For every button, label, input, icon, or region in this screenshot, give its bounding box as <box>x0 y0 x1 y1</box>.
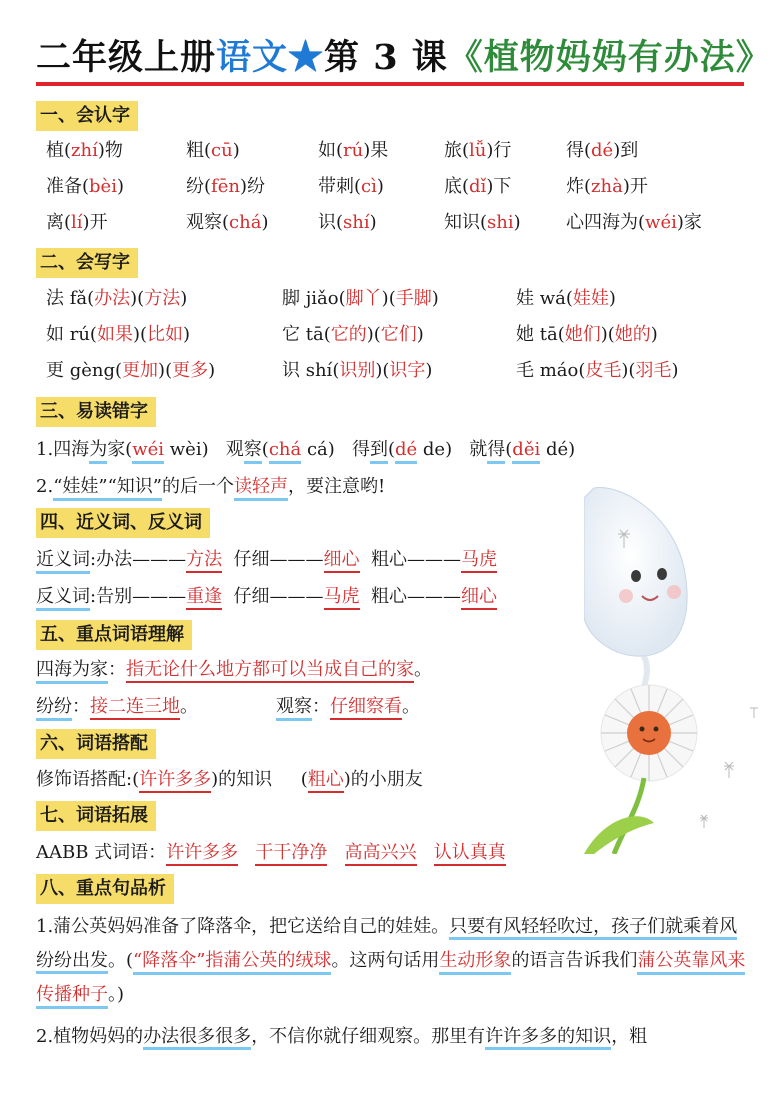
recognize-item: 观察(chá) <box>186 212 269 233</box>
section-heading-synonyms: 四、近义词、反义词 <box>36 508 210 538</box>
term-line-1: 四海为家：指无论什么地方都可以当成自己的家。 <box>36 655 432 685</box>
recognize-item: 带刺(cì) <box>318 176 384 197</box>
recognize-item: 炸(zhà)开 <box>566 176 648 197</box>
antonym-line: 反义词:告别———重逢 仔细———马虎 粗心———细心 <box>36 582 497 612</box>
write-item: 如 rú(如果)(比如) <box>46 324 191 345</box>
recognize-item: 底(dǐ)下 <box>444 176 512 197</box>
term-line-2: 纷纷：接二连三地。 <box>36 692 198 722</box>
recognize-item: 得(dé)到 <box>566 140 639 161</box>
section-heading-misread: 三、易读错字 <box>36 397 156 427</box>
extension-word: 高高兴兴 <box>345 842 417 866</box>
section-heading-collocation: 六、词语搭配 <box>36 729 156 759</box>
section-heading-analysis: 八、重点句品析 <box>36 874 174 904</box>
term-line-3: 观察：仔细察看。 <box>276 692 420 722</box>
write-item: 更 gèng(更加)(更多) <box>46 360 216 381</box>
synonym-line: 近义词:办法———方法 仔细———细心 粗心———马虎 <box>36 545 497 575</box>
recognize-item: 旅(lǚ)行 <box>444 140 512 161</box>
extension-word: 干干净净 <box>255 842 327 866</box>
write-item: 识 shí(识别)(识字) <box>282 360 433 381</box>
analysis-paragraph-2: 2.植物妈妈的办法很多很多，不信你就仔细观察。那里有许许多多的知识，粗 <box>36 1020 748 1054</box>
title-lesson: 第 3 课 <box>324 37 448 78</box>
write-item: 脚 jiǎo(脚丫)(手脚) <box>282 288 439 309</box>
recognize-item: 准备(bèi) <box>46 176 124 197</box>
recognize-item: 心四海为(wéi)家 <box>566 212 702 233</box>
page-title <box>36 30 772 86</box>
write-item: 它 tā(它的)(它们) <box>282 324 424 345</box>
write-item: 她 tā(她们)(她的) <box>516 324 658 345</box>
section-heading-recognize: 一、会认字 <box>36 101 138 131</box>
title-subject: 语文 <box>216 37 289 78</box>
title-divider <box>36 82 744 86</box>
write-item: 毛 máo(皮毛)(羽毛) <box>516 360 679 381</box>
recognize-item: 如(rú)果 <box>318 140 389 161</box>
section-heading-write: 二、会写字 <box>36 248 138 278</box>
analysis-paragraph-1: 1.蒲公英妈妈准备了降落伞，把它送给自己的娃娃。只要有风轻轻吹过，孩子们就乘着风纷纷出发。(“降落伞”指蒲公英的绒球。这两句话用生动形象的语言告诉我们蒲公英靠风来传播种子。) <box>36 910 748 1012</box>
misread-line-2: 2.“娃娃”“知识”的后一个读轻声，要注意哟! <box>36 472 385 502</box>
section-heading-extension: 七、词语拓展 <box>36 801 156 831</box>
write-item: 娃 wá(娃娃) <box>516 288 616 309</box>
dandelion-illustration <box>584 478 780 854</box>
recognize-item: 粗(cū) <box>186 140 240 161</box>
recognize-item: 离(lí)开 <box>46 212 108 233</box>
title-grade: 二年级上册 <box>36 37 217 78</box>
section-heading-terms: 五、重点词语理解 <box>36 620 192 650</box>
star-icon: ★ <box>288 37 325 78</box>
recognize-item: 识(shí) <box>318 212 377 233</box>
collocation-line: 修饰语搭配:(许许多多)的知识 (粗心)的小朋友 <box>36 765 423 795</box>
recognize-item: 植(zhí)物 <box>46 140 123 161</box>
misread-line-1: 1.四海为家(wéi wèi) 观察(chá cá) 得到(dé de) 就得(děi dé) <box>36 435 575 465</box>
extension-word: 认认真真 <box>434 842 506 866</box>
recognize-item: 知识(shi) <box>444 212 521 233</box>
title-lesson-name: 《植物妈妈有办法》 <box>447 37 772 78</box>
recognize-item: 纷(fēn)纷 <box>186 176 265 197</box>
extension-word: 许许多多 <box>166 842 238 866</box>
extension-line: AABB 式词语：许许多多 干干净净 高高兴兴 认认真真 <box>36 838 506 868</box>
write-item: 法 fǎ(办法)(方法) <box>46 288 188 309</box>
